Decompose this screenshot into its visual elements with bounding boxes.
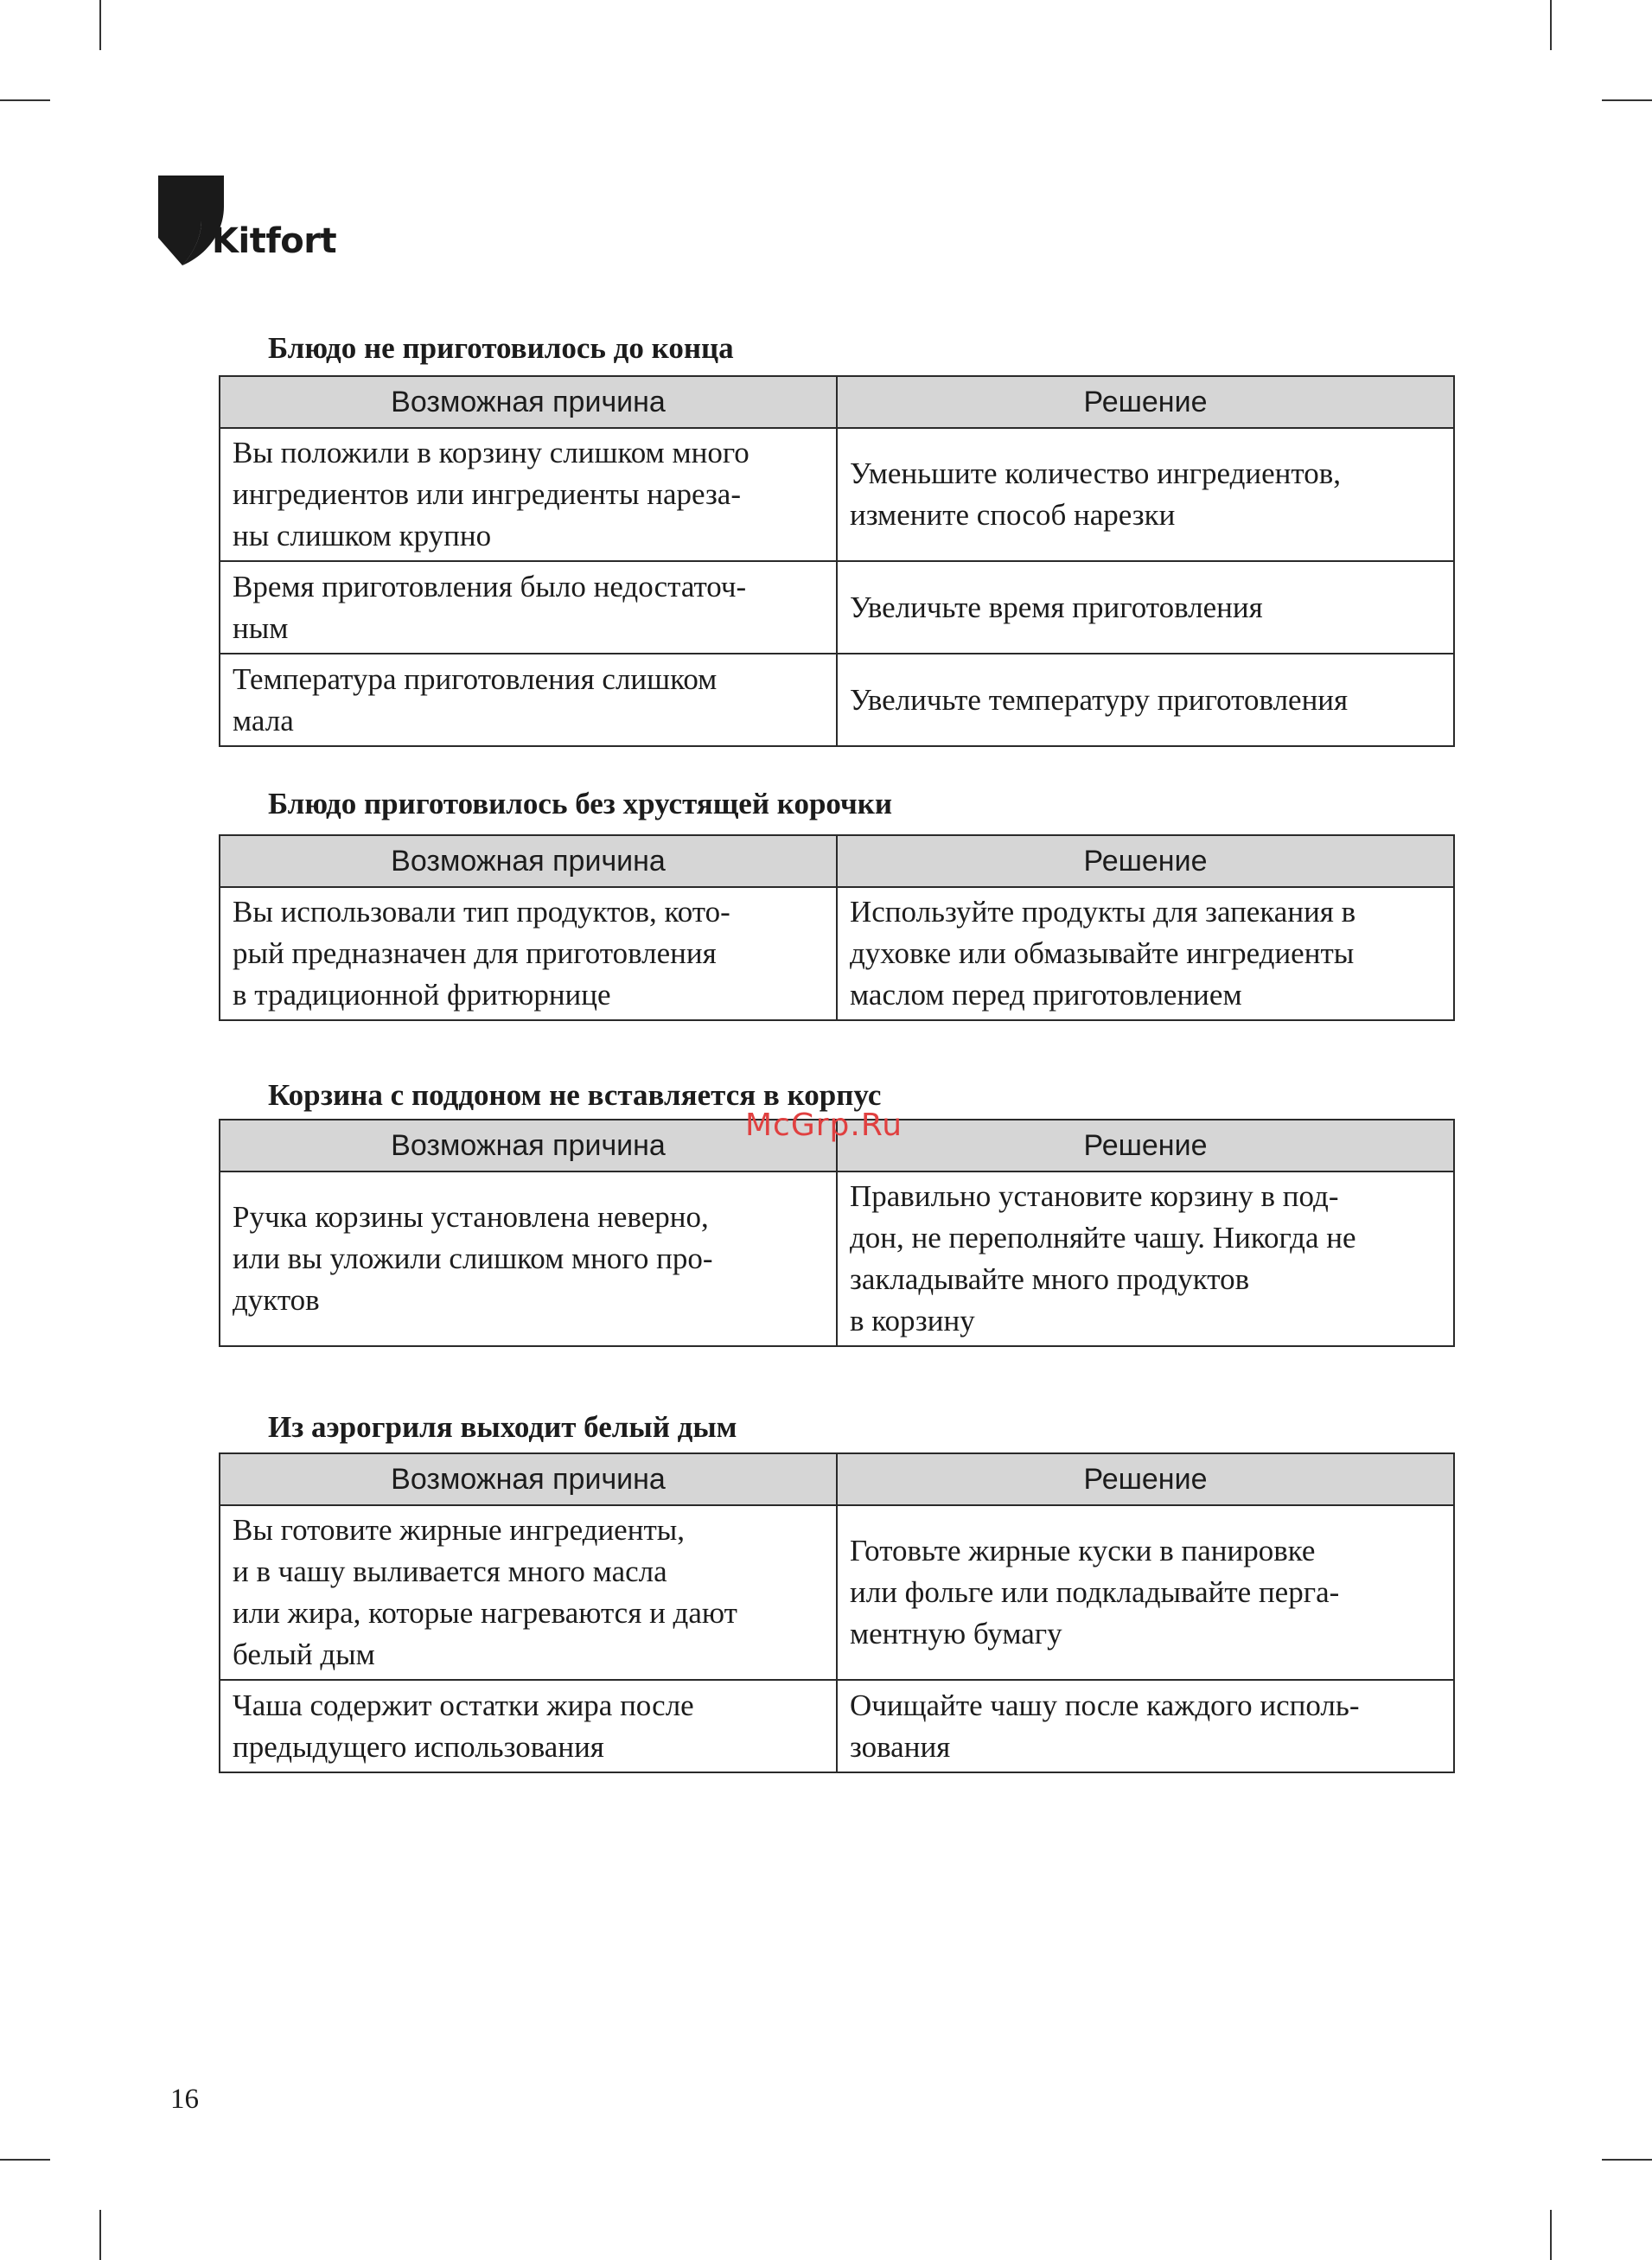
brand-name: Kitfort bbox=[212, 221, 337, 261]
troubleshooting-table bbox=[219, 1452, 1455, 1773]
troubleshooting-table bbox=[219, 375, 1455, 747]
watermark: McGrp.Ru bbox=[745, 1108, 903, 1143]
table-row bbox=[220, 428, 1454, 561]
cause-cell: Вы положили в корзину слишком много ингредиентов или ингредиенты нареза- ны слишком крупно bbox=[220, 428, 837, 561]
column-header-solution: Решение bbox=[837, 1453, 1454, 1505]
solution-cell: Очищайте чашу после каждого исполь- зования bbox=[837, 1680, 1454, 1772]
section-title: Блюдо приготовилось без хрустящей корочки bbox=[268, 787, 893, 820]
cause-cell: Чаша содержит остатки жира после предыдущего использования bbox=[220, 1680, 837, 1772]
solution-cell: Правильно установите корзину в под- дон, не переполняйте чашу. Никогда не закладывайте много продуктов в корзину bbox=[837, 1171, 1454, 1346]
crop-mark bbox=[1602, 99, 1652, 101]
column-header-solution: Решение bbox=[837, 1120, 1454, 1171]
section-title: Блюдо не приготовилось до конца bbox=[268, 331, 734, 365]
table-header-row bbox=[220, 1453, 1454, 1505]
table-row bbox=[220, 654, 1454, 746]
solution-cell: Увеличьте температуру приготовления bbox=[837, 654, 1454, 746]
cause-cell: Вы использовали тип продуктов, кото- рый предназначен для приготовления в традиционной фритюрнице bbox=[220, 887, 837, 1020]
section-title: Из аэрогриля выходит белый дым bbox=[268, 1410, 737, 1444]
solution-cell: Готовьте жирные куски в панировке или фольге или подкладывайте перга- ментную бумагу bbox=[837, 1505, 1454, 1680]
brand-logo bbox=[158, 176, 340, 271]
cause-cell: Вы готовите жирные ингредиенты, и в чашу выливается много масла или жира, которые нагреваются и дают белый дым bbox=[220, 1505, 837, 1680]
page-number: 16 bbox=[170, 2084, 199, 2115]
table-row bbox=[220, 887, 1454, 1020]
table-header-row bbox=[220, 835, 1454, 887]
solution-cell: Увеличьте время приготовления bbox=[837, 561, 1454, 654]
crop-mark bbox=[0, 2159, 50, 2161]
cause-cell: Ручка корзины установлена неверно, или вы уложили слишком много про- дуктов bbox=[220, 1171, 837, 1346]
table-row bbox=[220, 1680, 1454, 1772]
column-header-cause: Возможная причина bbox=[220, 1453, 837, 1505]
cause-cell: Время приготовления было недостаточ- ным bbox=[220, 561, 837, 654]
table-row bbox=[220, 561, 1454, 654]
solution-cell: Уменьшите количество ингредиентов, измените способ нарезки bbox=[837, 428, 1454, 561]
section-title: Корзина с поддоном не вставляется в корпус bbox=[268, 1078, 882, 1112]
cause-cell: Температура приготовления слишком мала bbox=[220, 654, 837, 746]
crop-mark bbox=[1550, 2210, 1552, 2260]
crop-mark bbox=[1602, 2159, 1652, 2161]
crop-mark bbox=[99, 2210, 101, 2260]
column-header-cause: Возможная причина bbox=[220, 376, 837, 428]
column-header-solution: Решение bbox=[837, 835, 1454, 887]
troubleshooting-table bbox=[219, 834, 1455, 1021]
column-header-solution: Решение bbox=[837, 376, 1454, 428]
crop-mark bbox=[1550, 0, 1552, 50]
solution-cell: Используйте продукты для запекания в духовке или обмазывайте ингредиенты маслом перед приготовлением bbox=[837, 887, 1454, 1020]
column-header-cause: Возможная причина bbox=[220, 1120, 837, 1171]
table-header-row bbox=[220, 376, 1454, 428]
table-row bbox=[220, 1505, 1454, 1680]
crop-mark bbox=[0, 99, 50, 101]
table-row bbox=[220, 1171, 1454, 1346]
troubleshooting-table bbox=[219, 1119, 1455, 1347]
column-header-cause: Возможная причина bbox=[220, 835, 837, 887]
crop-mark bbox=[99, 0, 101, 50]
